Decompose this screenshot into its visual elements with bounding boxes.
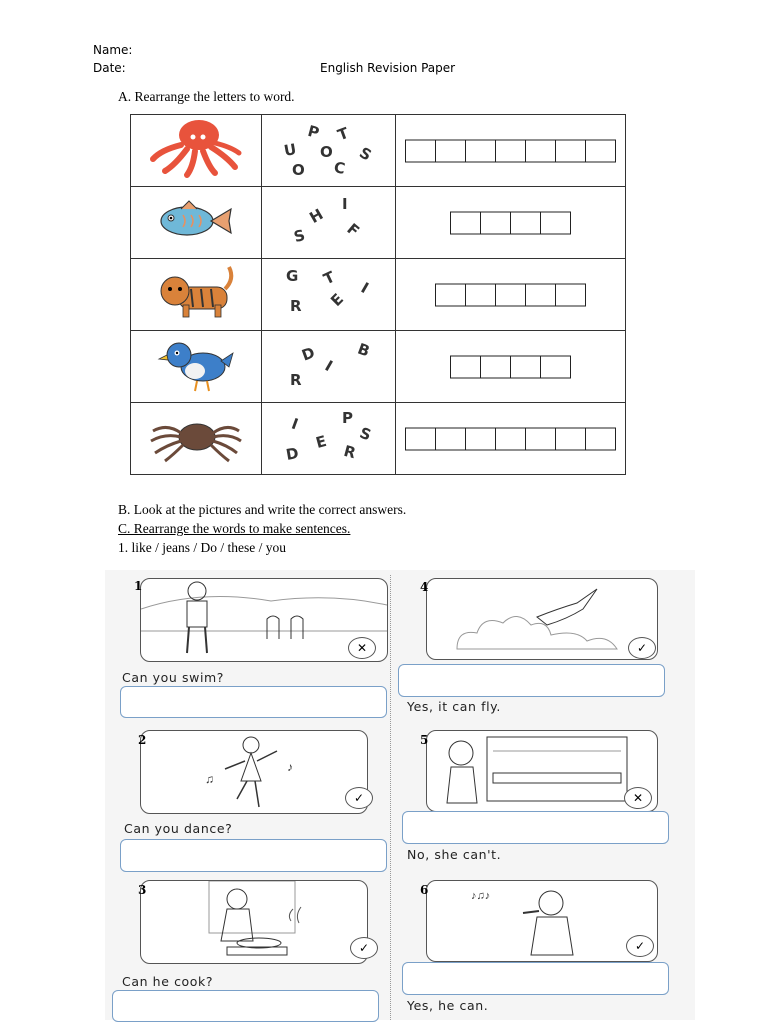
letter-box[interactable]: [585, 427, 616, 450]
bird-flying-illustration: [427, 579, 657, 659]
answer-cell: [396, 259, 626, 331]
boy-cooking-illustration: [141, 881, 367, 963]
letter: O: [320, 143, 333, 161]
section-a-heading: A. Rearrange the letters to word.: [118, 89, 295, 104]
tiger-icon: [131, 259, 259, 325]
letter: T: [320, 267, 338, 289]
letter-box[interactable]: [465, 139, 496, 162]
svg-text:♪♫♪: ♪♫♪: [471, 890, 491, 902]
letter-box[interactable]: [465, 283, 496, 306]
table-row: [131, 403, 626, 475]
letter: B: [355, 339, 373, 361]
letter-box[interactable]: [555, 427, 586, 450]
letter: F: [343, 219, 363, 241]
octopus-icon: [131, 115, 259, 181]
girl-dancing-illustration: [141, 731, 367, 813]
picture-cell: [131, 331, 262, 403]
letter: D: [284, 444, 300, 464]
letter: C: [332, 158, 347, 178]
letter-box[interactable]: [495, 283, 526, 306]
answer-caption: Yes, it can fly.: [407, 699, 501, 714]
letter: R: [341, 441, 358, 463]
letter: P: [305, 121, 322, 143]
answer-box-1[interactable]: [120, 686, 387, 718]
letter: E: [313, 431, 329, 453]
section-c-item-1: 1. like / jeans / Do / these / you: [118, 540, 286, 555]
picture-cell: [131, 115, 262, 187]
letters-cell: [262, 187, 396, 259]
letters-cell: [262, 115, 396, 187]
panel-number: 1: [134, 579, 143, 593]
panel-6: [426, 880, 658, 962]
letter: T: [335, 123, 352, 145]
letter: I: [321, 356, 336, 376]
letter: U: [282, 140, 298, 160]
paper-title: English Revision Paper: [320, 61, 456, 75]
bird-icon: [131, 331, 259, 397]
letter-boxes: [436, 283, 586, 306]
panel-4: [426, 578, 658, 660]
answer-box-3[interactable]: [112, 990, 379, 1022]
section-c-heading: [118, 521, 350, 537]
letter-box[interactable]: [510, 355, 541, 378]
panel-number: 5: [420, 733, 429, 747]
picture-cell: [131, 187, 262, 259]
letter-box[interactable]: [480, 211, 511, 234]
letter-box[interactable]: [525, 427, 556, 450]
cross-mark-icon: ✕: [624, 787, 652, 809]
letter-box[interactable]: [540, 211, 571, 234]
letter-box[interactable]: [435, 139, 466, 162]
letters-cell: [262, 403, 396, 475]
picture-cell: [131, 259, 262, 331]
boy-singing-illustration: [427, 881, 657, 961]
letter: S: [357, 423, 374, 445]
rearrange-table: [130, 114, 626, 475]
letter: D: [299, 343, 318, 365]
letter-box[interactable]: [540, 355, 571, 378]
check-mark-icon: ✓: [345, 787, 373, 809]
letter: G: [286, 267, 299, 285]
question-caption: Can he cook?: [122, 974, 214, 989]
letter-boxes: [406, 139, 616, 162]
panel-3: [140, 880, 368, 964]
letter-boxes: [451, 211, 571, 234]
table-row: [131, 115, 626, 187]
letter-box[interactable]: [465, 427, 496, 450]
panel-2: [140, 730, 368, 814]
cross-mark-icon: ✕: [348, 637, 376, 659]
letter: O: [292, 161, 305, 179]
letter: I: [289, 414, 301, 434]
letter-box[interactable]: [555, 283, 586, 306]
answer-caption: Yes, he can.: [407, 998, 489, 1013]
letter-box[interactable]: [585, 139, 616, 162]
letter: I: [342, 195, 348, 213]
panel-number: 3: [138, 883, 147, 897]
answer-cell: [396, 115, 626, 187]
spider-icon: [131, 403, 259, 469]
answer-cell: [396, 403, 626, 475]
section-b-heading: B. Look at the pictures and write the correct answers.: [118, 502, 407, 517]
answer-box-5[interactable]: [402, 811, 669, 844]
answer-cell: [396, 187, 626, 259]
date-label: Date:: [93, 61, 126, 75]
panel-number: 4: [420, 580, 429, 594]
section-c-text: C. Rearrange the words to make sentences.: [118, 521, 351, 536]
table-row: [131, 259, 626, 331]
letter-box[interactable]: [435, 427, 466, 450]
letter: H: [306, 205, 327, 227]
letter: S: [291, 225, 307, 247]
letter-box[interactable]: [555, 139, 586, 162]
letter: R: [290, 371, 302, 389]
picture-cell: [131, 403, 262, 475]
letter-boxes: [406, 427, 616, 450]
answer-box-4[interactable]: [398, 664, 665, 697]
check-mark-icon: ✓: [626, 935, 654, 957]
svg-text:♫: ♫: [205, 772, 214, 786]
letter-box[interactable]: [510, 211, 541, 234]
girl-piano-illustration: [427, 731, 657, 811]
panel-number: 2: [138, 733, 147, 747]
letter-box[interactable]: [450, 211, 481, 234]
letter-box[interactable]: [405, 139, 436, 162]
letter-box[interactable]: [405, 427, 436, 450]
answer-box-6[interactable]: [402, 962, 669, 995]
letter: P: [342, 409, 353, 427]
svg-text:♪: ♪: [287, 760, 293, 774]
letter-box[interactable]: [525, 283, 556, 306]
letter-box[interactable]: [525, 139, 556, 162]
check-mark-icon: ✓: [628, 637, 656, 659]
letters-cell: [262, 331, 396, 403]
answer-box-2[interactable]: [120, 839, 387, 872]
question-caption: Can you swim?: [122, 670, 225, 685]
letter: S: [356, 143, 375, 165]
letter-box[interactable]: [435, 283, 466, 306]
letter-box[interactable]: [495, 427, 526, 450]
answer-caption: No, she can't.: [407, 847, 502, 862]
letter-box[interactable]: [495, 139, 526, 162]
check-mark-icon: ✓: [350, 937, 378, 959]
letter-boxes: [451, 355, 571, 378]
table-row: [131, 187, 626, 259]
letter-box[interactable]: [480, 355, 511, 378]
column-divider: [390, 575, 391, 1020]
question-caption: Can you dance?: [124, 821, 233, 836]
answer-cell: [396, 331, 626, 403]
letter: R: [290, 297, 302, 315]
fish-icon: [131, 187, 259, 253]
letters-cell: [262, 259, 396, 331]
table-row: [131, 331, 626, 403]
name-label: Name:: [93, 43, 133, 57]
panel-number: 6: [420, 883, 429, 897]
letter: E: [327, 290, 348, 310]
letter: I: [357, 278, 372, 298]
letter-box[interactable]: [450, 355, 481, 378]
